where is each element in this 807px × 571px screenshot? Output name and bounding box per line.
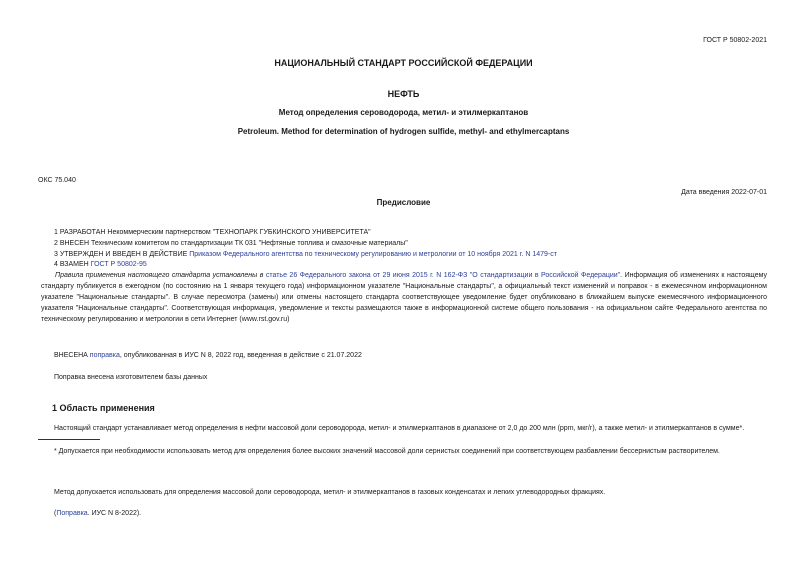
subject-title: НЕФТЬ bbox=[387, 89, 420, 99]
amendment-reference-link[interactable]: Поправка bbox=[56, 510, 88, 517]
national-standard-title: НАЦИОНАЛЬНЫЙ СТАНДАРТ РОССИЙСКОЙ ФЕДЕРАЦИИ bbox=[274, 58, 533, 68]
foreword-item-4 bbox=[54, 260, 147, 269]
foreword-item-3 bbox=[54, 250, 557, 259]
introduction-date: Дата введения 2022-07-01 bbox=[681, 189, 767, 196]
amendment-prefix: ВНЕСЕНА bbox=[54, 352, 90, 359]
amendment-note: Поправка внесена изготовителем базы данных bbox=[54, 374, 208, 381]
order-link[interactable]: Приказом Федерального агентства по техническому регулированию и метрологии от 10 ноября 2021 г. N 1479-ст bbox=[189, 251, 557, 258]
item-4-prefix: 4 ВЗАМЕН bbox=[54, 261, 91, 268]
item-3-prefix: 3 УТВЕРЖДЕН И ВВЕДЕН В ДЕЙСТВИЕ bbox=[54, 251, 190, 258]
method-title-en: Petroleum. Method for determination of hydrogen sulfide, methyl- and ethylmercaptans bbox=[237, 127, 570, 136]
scope-note: Метод допускается использовать для определения массовой доли сероводорода, метил- и этилмеркаптанов в газовых конденсатах и легких углеводородных фракциях. bbox=[54, 489, 606, 496]
footnote-separator bbox=[38, 439, 100, 440]
federal-law-link[interactable]: статье 26 Федерального закона от 29 июня 2015 г. N 162-ФЗ "О стандартизации в Российской Федерации" bbox=[265, 272, 621, 279]
foreword-item-1: 1 РАЗРАБОТАН Некоммерческим партнерством "ТЕХНОПАРК ГУБКИНСКОГО УНИВЕРСИТЕТА" bbox=[54, 229, 371, 236]
foreword-item-2: 2 ВНЕСЕН Техническим комитетом по стандартизации ТК 031 "Нефтяные топлива и смазочные материалы" bbox=[54, 240, 408, 247]
replaced-standard-link[interactable]: ГОСТ Р 50802-95 bbox=[90, 261, 147, 268]
scope-text: Настоящий стандарт устанавливает метод определения в нефти массовой доли сероводорода, метил- и этилмеркаптанов в диапазоне от 2,0 до 200 млн (ppm, мкг/г), а также метил- и этилмеркаптанов в сумме*. bbox=[54, 425, 745, 432]
application-rules-paragraph bbox=[41, 270, 767, 325]
rules-intro: Правила применения настоящего стандарта установлены в bbox=[55, 272, 266, 279]
ref-open: ( bbox=[54, 510, 57, 517]
rules-text: . Информация об изменениях к настоящему стандарту публикуется в ежегодном (по состоянию на 1 января текущего года) информационном указателе "Национальные стандарты", а официальный текст изменений и поправок - в ежемесячном информационном указателе "Национальные стандарты". В случае пересмотра (замены) или отмены настоящего стандарта соответствующее уведомление будет опубликовано в ближайшем выпуске ежемесячного информационного указателя "Национальные стандарты". Соответствующая информация, уведомление и тексты размещаются также в информационной системе общего пользования - на официальном сайте Федерального агентства по техническому регулированию и метрологии в сети Интернет (www.rst.gov.ru) bbox=[41, 272, 767, 323]
foreword-heading: Предисловие bbox=[376, 198, 431, 207]
amendment-line bbox=[54, 351, 362, 360]
amendment-link[interactable]: поправка bbox=[89, 352, 120, 359]
amendment-reference bbox=[54, 509, 141, 518]
section-1-heading: 1 Область применения bbox=[52, 403, 155, 413]
ref-close: . ИУС N 8-2022). bbox=[87, 510, 142, 517]
method-title-ru: Метод определения сероводорода, метил- и этилмеркаптанов bbox=[278, 108, 529, 117]
footnote: * Допускается при необходимости использовать метод для определения более высоких значений массовой доли сернистых соединений при соответствующем разбавлении бессернистым растворителем. bbox=[54, 448, 720, 455]
amendment-suffix: , опубликованная в ИУС N 8, 2022 год, введенная в действие с 21.07.2022 bbox=[119, 352, 362, 359]
document-code: ГОСТ Р 50802-2021 bbox=[703, 37, 767, 44]
oks-code: ОКС 75.040 bbox=[38, 177, 76, 184]
